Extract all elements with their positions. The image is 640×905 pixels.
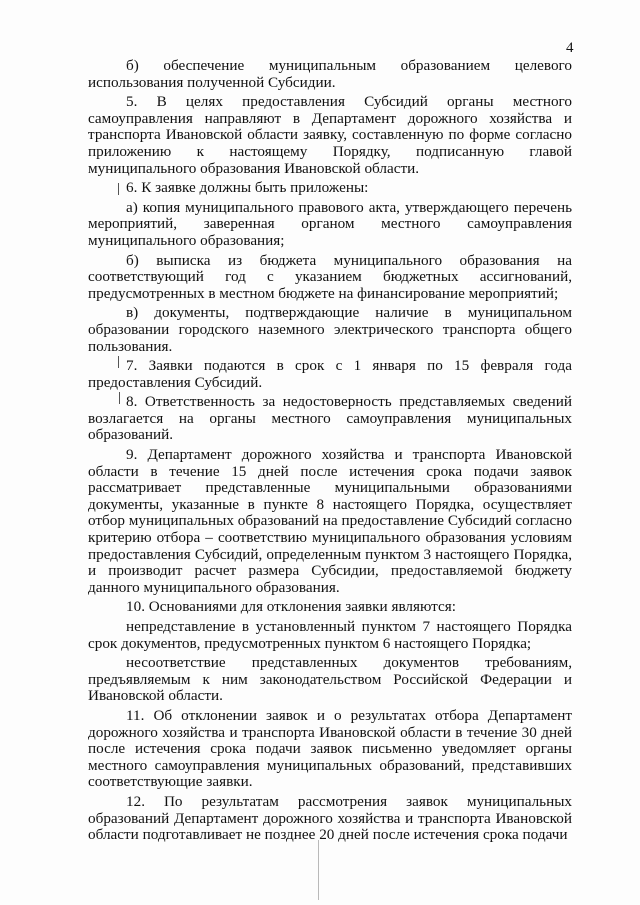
paragraph: 9. Департамент дорожного хозяйства и транспорта Ивановской области в течение 15 дней после истечения срока подачи заявок рассматривает представленные муниципальными образованиями документы, указанные в пункте 8 настоящего Порядка, осуществляет отбор муниципальных образований на предоставление Субсидий согласно критерию отбора – соответствию муниципального образования условиям предоставления Субсидий, определенным пунктом 3 настоящего Порядка, и производит расчет размера Субсидии, предоставляемой бюджету данного муниципального образования. xyxy=(88,446,572,596)
paragraph: 6. К заявке должны быть приложены: xyxy=(126,179,369,197)
paragraph: 11. Об отклонении заявок и о результатах отбора Департамент дорожного хозяйства и транспорта Ивановской области в течение 30 дней после истечения срока подачи заявок письменно уведомляет органы местного самоуправления муниципальных образований, представивших соответствующие заявки. xyxy=(88,706,572,791)
paragraph: 8. Ответственность за недостоверность представляемых сведений возлагается на органы местного самоуправления муниципальных образований. xyxy=(88,393,572,444)
paragraph: б) выписка из бюджета муниципального образования на соответствующий год с указанием бюджетных ассигнований, предусмотренных в местном бюджете на финансирование мероприятий; xyxy=(88,251,572,302)
paragraph: 12. По результатам рассмотрения заявок муниципальных образований Департамент дорожного хозяйства и транспорта Ивановской области подготавливает не позднее 20 дней после истечения срока подачи xyxy=(88,792,572,844)
paragraph: несоответствие представленных документов требованиям, предъявляемым к ним законодательством Российской Федерации и Ивановской области. xyxy=(88,654,572,705)
paragraph: в) документы, подтверждающие наличие в муниципальном образовании городского наземного электрического транспорта общего пользования. xyxy=(88,304,572,355)
page-number: 4 xyxy=(566,40,574,56)
paragraph: а) копия муниципального правового акта, утверждающего перечень мероприятий, заверенная органом местного самоуправления муниципального образования; xyxy=(88,198,572,249)
paragraph: непредставление в установленный пунктом 7 настоящего Порядка срок документов, предусмотренных пунктом 6 настоящего Порядка; xyxy=(88,618,572,652)
paragraph: б) обеспечение муниципальным образованием целевого использования полученной Субсидии. xyxy=(88,57,572,91)
document-body xyxy=(88,58,572,844)
paragraph: 10. Основаниями для отклонения заявки являются: xyxy=(126,598,456,616)
paragraph: 7. Заявки подаются в срок с 1 января по 15 февраля года предоставления Субсидий. xyxy=(88,357,572,391)
paragraph: 5. В целях предоставления Субсидий органы местного самоуправления направляют в Департамент дорожного хозяйства и транспорта Ивановской области заявку, составленную по форме согласно приложению к настоящему Порядку, подписанную главой муниципального образования Ивановской области. xyxy=(88,93,572,177)
fold-mark xyxy=(318,840,319,900)
